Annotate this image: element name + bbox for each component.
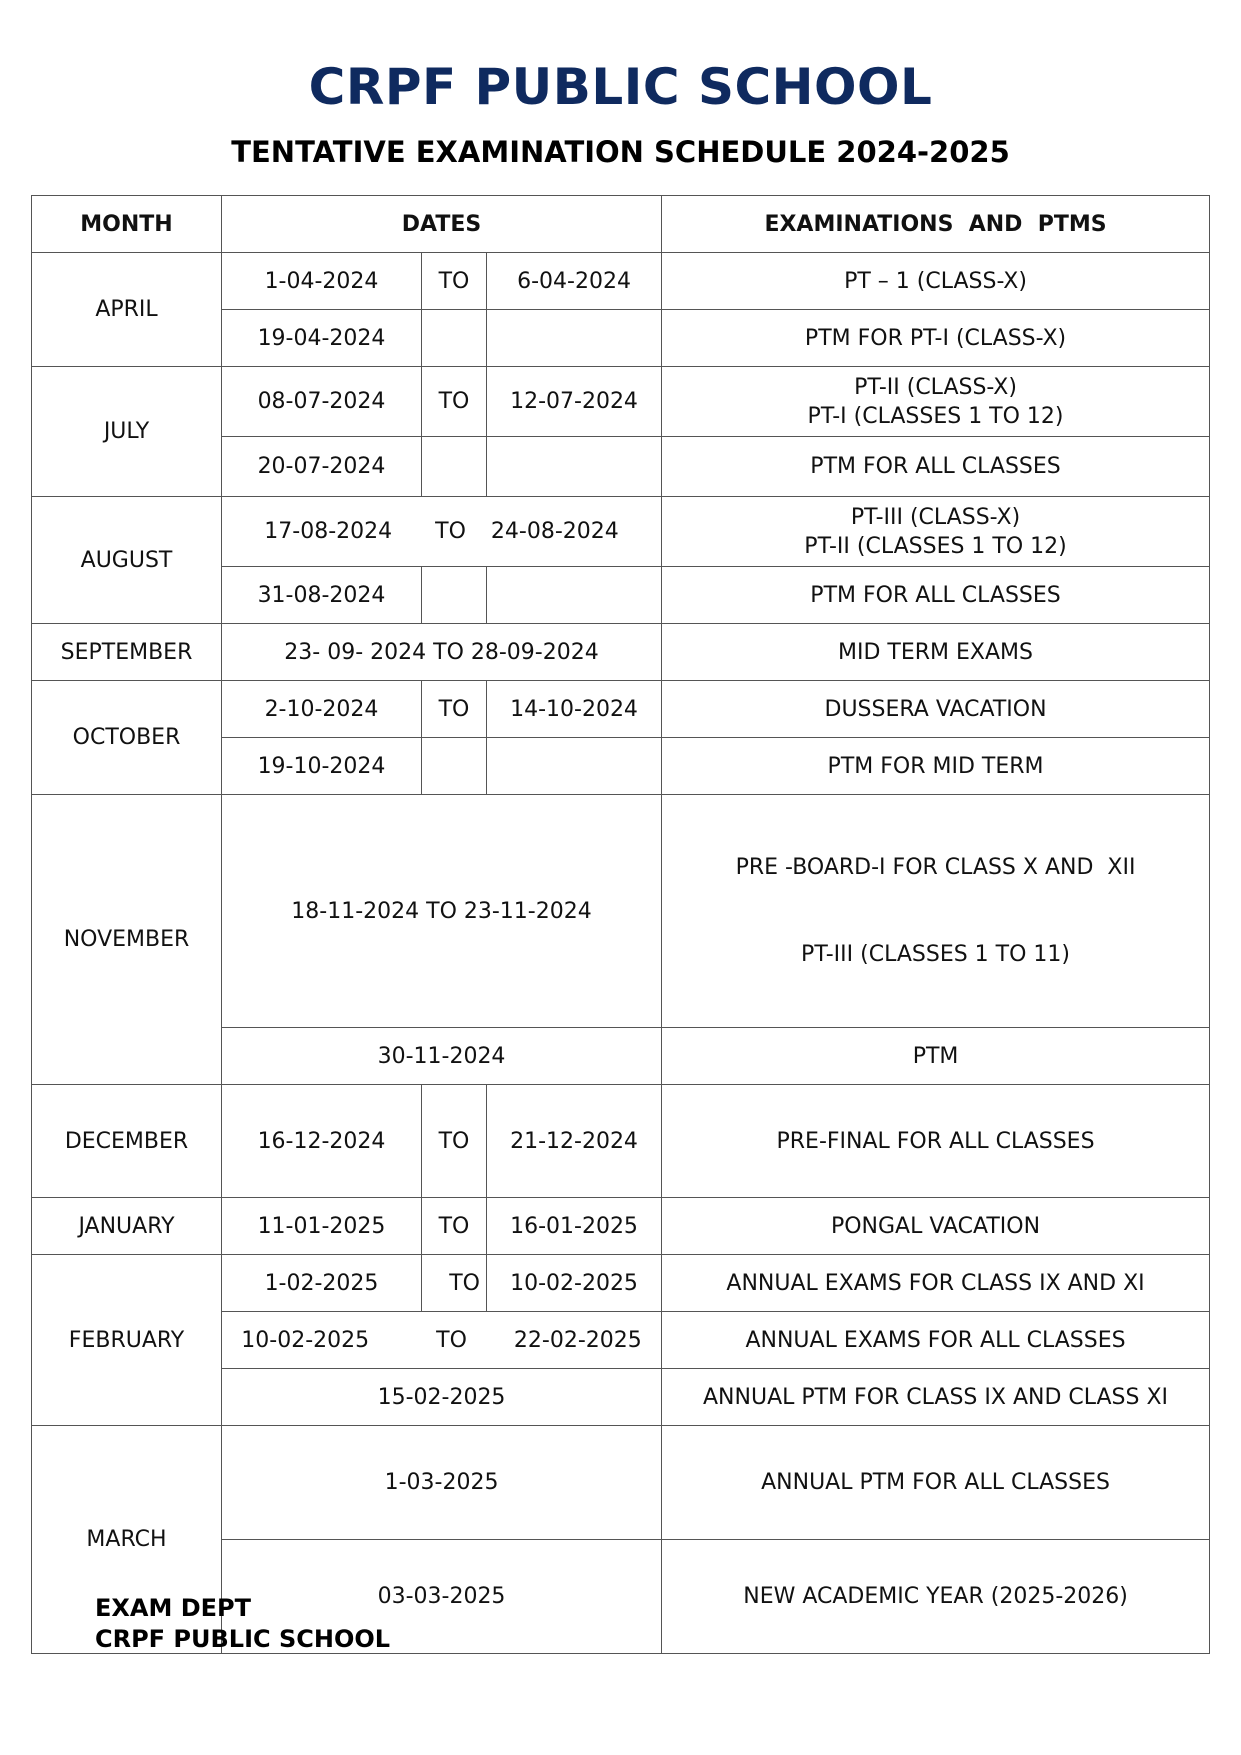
date-from: 31-08-2024 xyxy=(222,567,422,624)
exam-cell: ANNUAL PTM FOR CLASS IX AND CLASS XI xyxy=(662,1369,1210,1426)
date-from: 19-10-2024 xyxy=(222,738,422,795)
date-to-label: TO xyxy=(422,253,487,310)
date-from: 1-04-2024 xyxy=(222,253,422,310)
date-from: 10-02-2025 xyxy=(241,1327,370,1353)
exam-cell: PONGAL VACATION xyxy=(662,1198,1210,1255)
date-range: 1-03-2025 xyxy=(222,1426,662,1540)
header-month: MONTH xyxy=(32,196,222,253)
date-to-label xyxy=(422,738,487,795)
exam-line: PRE -BOARD-I FOR CLASS X AND XII xyxy=(735,855,1136,880)
date-from: 11-01-2025 xyxy=(222,1198,422,1255)
month-cell: FEBRUARY xyxy=(32,1255,222,1426)
exam-cell xyxy=(662,497,1210,567)
date-end: 14-10-2024 xyxy=(487,681,662,738)
month-cell: SEPTEMBER xyxy=(32,624,222,681)
month-cell: DECEMBER xyxy=(32,1085,222,1198)
table-row xyxy=(32,497,1210,567)
table-row xyxy=(32,1085,1210,1198)
date-end: 10-02-2025 xyxy=(487,1255,662,1312)
date-end xyxy=(487,738,662,795)
header-exams: EXAMINATIONS AND PTMS xyxy=(662,196,1210,253)
date-range: 23- 09- 2024 TO 28-09-2024 xyxy=(222,624,662,681)
date-from: 17-08-2024 xyxy=(264,519,393,544)
exam-line: PT-II (CLASSES 1 TO 12) xyxy=(804,533,1067,559)
exam-cell: ANNUAL EXAMS FOR CLASS IX AND XI xyxy=(662,1255,1210,1312)
date-range xyxy=(222,497,662,567)
exam-cell: DUSSERA VACATION xyxy=(662,681,1210,738)
table-row xyxy=(32,624,1210,681)
footer-dept: EXAM DEPT xyxy=(95,1594,251,1622)
schedule-subtitle: TENTATIVE EXAMINATION SCHEDULE 2024-2025 xyxy=(231,135,1010,169)
exam-cell: PTM FOR ALL CLASSES xyxy=(662,567,1210,624)
date-end: 16-01-2025 xyxy=(487,1198,662,1255)
month-cell: MARCH xyxy=(32,1426,222,1654)
exam-cell: PRE-FINAL FOR ALL CLASSES xyxy=(662,1085,1210,1198)
date-to-label: TO xyxy=(422,1085,487,1198)
exam-cell: ANNUAL EXAMS FOR ALL CLASSES xyxy=(662,1312,1210,1369)
exam-line: PT-I (CLASSES 1 TO 12) xyxy=(807,403,1064,429)
month-cell: AUGUST xyxy=(32,497,222,624)
date-from: 1-02-2025 xyxy=(222,1255,422,1312)
table-row xyxy=(32,1198,1210,1255)
date-from: 20-07-2024 xyxy=(222,437,422,497)
month-cell: APRIL xyxy=(32,253,222,367)
exam-cell xyxy=(662,367,1210,437)
school-title: CRPF PUBLIC SCHOOL xyxy=(308,58,933,116)
date-to-label xyxy=(422,567,487,624)
table-row xyxy=(32,367,1210,437)
table-header-row xyxy=(32,196,1210,253)
date-from: 2-10-2024 xyxy=(222,681,422,738)
footer-signature xyxy=(95,1593,390,1655)
schedule-table xyxy=(31,195,1210,1654)
month-cell: JULY xyxy=(32,367,222,497)
date-to-label: TO xyxy=(436,1327,467,1353)
date-to-label xyxy=(422,310,487,367)
date-to-label: TO xyxy=(422,1198,487,1255)
date-from: 16-12-2024 xyxy=(222,1085,422,1198)
exam-cell: PTM xyxy=(662,1028,1210,1085)
exam-cell: MID TERM EXAMS xyxy=(662,624,1210,681)
date-to-label xyxy=(422,437,487,497)
date-end xyxy=(487,567,662,624)
month-cell: NOVEMBER xyxy=(32,795,222,1085)
date-to-label: TO xyxy=(422,1255,487,1312)
date-end: 24-08-2024 xyxy=(490,519,619,544)
exam-cell: ANNUAL PTM FOR ALL CLASSES xyxy=(662,1426,1210,1540)
date-to-label: TO xyxy=(435,519,466,544)
date-range: 30-11-2024 xyxy=(222,1028,662,1085)
table-row xyxy=(32,795,1210,1028)
date-to-label: TO xyxy=(422,681,487,738)
exam-line: PT-III (CLASSES 1 TO 11) xyxy=(801,942,1070,967)
table-row xyxy=(32,253,1210,310)
date-range xyxy=(222,1312,662,1369)
date-end: 12-07-2024 xyxy=(487,367,662,437)
date-to-label: TO xyxy=(422,367,487,437)
date-end xyxy=(487,310,662,367)
month-cell: JANUARY xyxy=(32,1198,222,1255)
month-cell: OCTOBER xyxy=(32,681,222,795)
exam-line: PT-III (CLASS-X) xyxy=(850,504,1021,530)
table-row xyxy=(32,681,1210,738)
date-from: 08-07-2024 xyxy=(222,367,422,437)
exam-cell xyxy=(662,795,1210,1028)
date-range: 15-02-2025 xyxy=(222,1369,662,1426)
date-end: 21-12-2024 xyxy=(487,1085,662,1198)
exam-cell: PTM FOR ALL CLASSES xyxy=(662,437,1210,497)
exam-cell: PT – 1 (CLASS-X) xyxy=(662,253,1210,310)
date-end xyxy=(487,437,662,497)
date-range: 03-03-2025 xyxy=(222,1540,662,1654)
exam-cell: PTM FOR MID TERM xyxy=(662,738,1210,795)
table-row xyxy=(32,1255,1210,1312)
date-from: 19-04-2024 xyxy=(222,310,422,367)
exam-cell: PTM FOR PT-I (CLASS-X) xyxy=(662,310,1210,367)
date-end: 6-04-2024 xyxy=(487,253,662,310)
exam-line: PT-II (CLASS-X) xyxy=(854,374,1017,400)
header-dates: DATES xyxy=(222,196,662,253)
footer-school: CRPF PUBLIC SCHOOL xyxy=(95,1625,391,1653)
exam-cell: NEW ACADEMIC YEAR (2025-2026) xyxy=(662,1540,1210,1654)
date-end: 22-02-2025 xyxy=(513,1327,642,1353)
table-row xyxy=(32,1426,1210,1540)
date-range: 18-11-2024 TO 23-11-2024 xyxy=(222,795,662,1028)
